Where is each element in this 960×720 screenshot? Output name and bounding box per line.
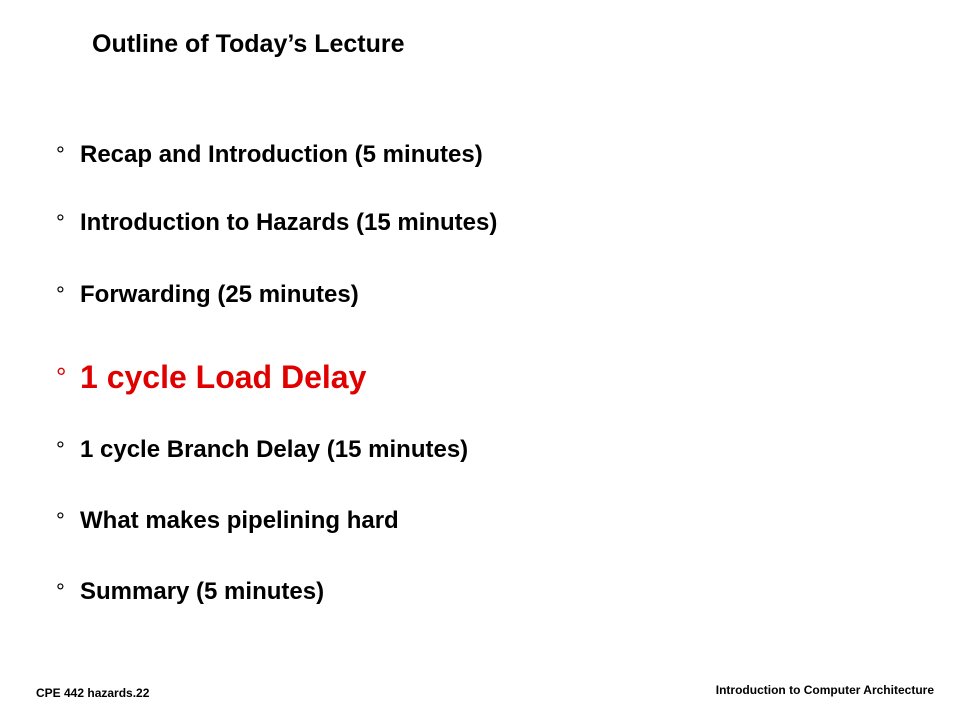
bullet-icon: ° bbox=[56, 579, 65, 604]
bullet-icon: ° bbox=[56, 361, 67, 392]
bullet-icon: ° bbox=[56, 437, 65, 462]
slide-title: Outline of Today’s Lecture bbox=[92, 30, 405, 58]
outline-item-label: What makes pipelining hard bbox=[80, 507, 399, 534]
bullet-icon: ° bbox=[56, 142, 65, 167]
outline-item-label: Forwarding (25 minutes) bbox=[80, 281, 359, 308]
outline-item-label: Summary (5 minutes) bbox=[80, 578, 325, 605]
outline-item-label: 1 cycle Branch Delay (15 minutes) bbox=[80, 436, 469, 463]
outline-item-summary bbox=[56, 572, 324, 612]
bullet-icon: ° bbox=[56, 210, 65, 235]
footer-slide-id: CPE 442 hazards.22 bbox=[36, 686, 150, 700]
outline-item-hazards bbox=[56, 203, 497, 243]
outline-item-recap bbox=[56, 135, 483, 175]
outline-item-forwarding bbox=[56, 275, 359, 315]
bullet-icon: ° bbox=[56, 282, 65, 307]
footer-course-name: Introduction to Computer Architecture bbox=[715, 683, 934, 697]
outline-item-branch-delay bbox=[56, 430, 468, 470]
outline-item-label: Introduction to Hazards (15 minutes) bbox=[80, 209, 498, 236]
outline-item-label: 1 cycle Load Delay bbox=[80, 358, 367, 395]
outline-item-pipelining-hard bbox=[56, 501, 399, 541]
outline-item-label: Recap and Introduction (5 minutes) bbox=[80, 141, 483, 168]
outline-item-load-delay bbox=[56, 357, 366, 397]
bullet-icon: ° bbox=[56, 508, 65, 533]
